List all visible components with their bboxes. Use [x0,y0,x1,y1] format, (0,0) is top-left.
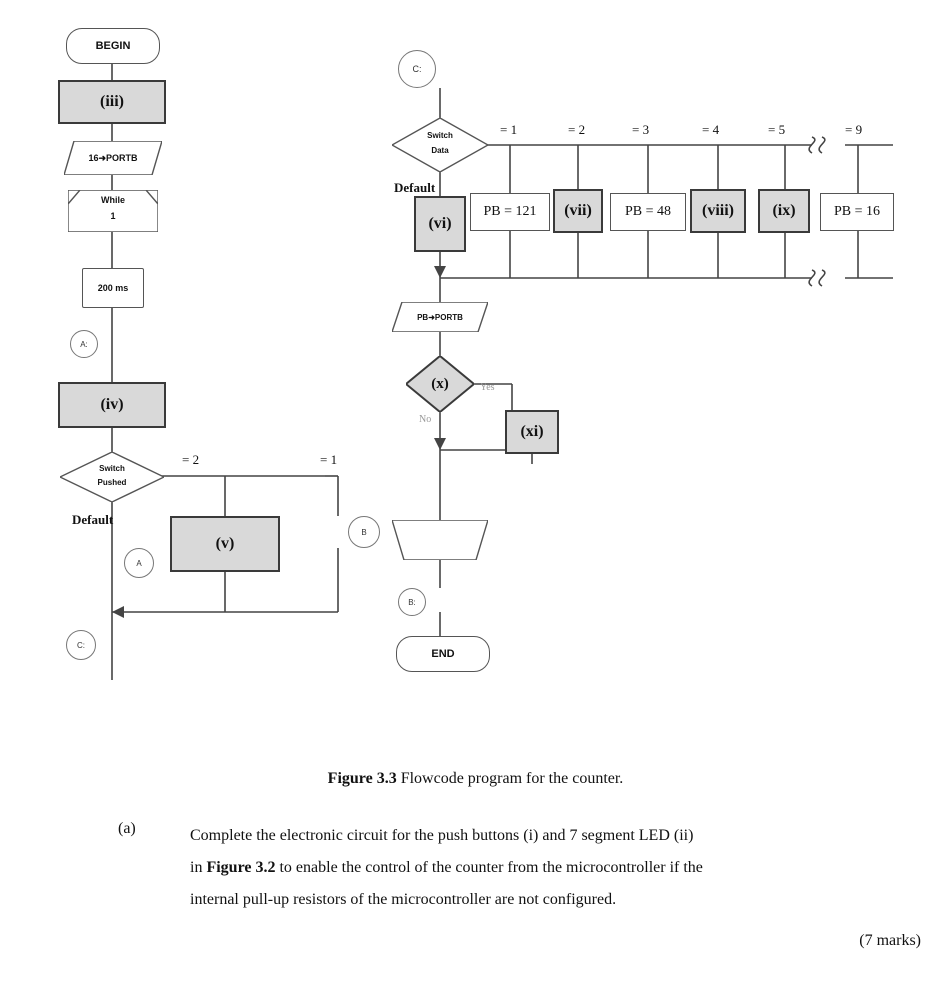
question-figure-ref: Figure 3.2 [206,859,276,876]
process-pb-121: PB = 121 [470,193,550,231]
decision-yes-label: Yes [480,382,495,393]
output-16-portb [64,141,162,175]
switch-pushed-decision [60,452,164,502]
connector-a-bottom: A [124,548,154,578]
process-box-ix: (ix) [758,189,810,233]
delay-200ms-box [82,268,144,308]
question-line-3: internal pull-up resistors of the microcontroller are not configured. [190,891,617,908]
process-pb-16: PB = 16 [820,193,894,231]
case-label-equals-2-left: = 2 [182,452,200,467]
case-label-equals-5: = 5 [768,122,786,137]
switch-pushed-label-2: Pushed [97,478,127,487]
process-box-iii: (iii) [58,80,166,124]
case-label-equals-2: = 2 [568,122,586,137]
question-marks: (7 marks) [859,932,921,949]
process-box-v: (v) [170,516,280,572]
question-line-2c: to enable the control of the counter from the microcontroller if the [275,859,703,876]
connector-a-top: A: [70,330,98,358]
output-16-portb-label: 16➜PORTB [88,152,138,163]
output-pb-portb-label: PB➜PORTB [417,312,463,322]
while-loop-shape [68,190,158,232]
loop-end-shape [392,520,488,560]
switch-data-decision [392,118,488,172]
decision-box-x [406,356,474,412]
case-label-equals-4: = 4 [702,122,720,137]
output-pb-portb [392,302,488,332]
end-terminator: END [396,636,490,672]
process-box-viii: (viii) [690,189,746,233]
question-label: (a) [118,820,136,837]
process-box-iv: (iv) [58,382,166,428]
while-label-2: 1 [110,211,116,221]
while-label-1: While [101,195,125,205]
process-box-xi: (xi) [505,410,559,454]
question-line-2a: in [190,859,207,876]
figure-caption-text: Flowcode program for the counter. [396,770,624,787]
decision-no-label: No [419,414,432,425]
connector-b-bottom: B: [398,588,426,616]
connector-b-left: B [348,516,380,548]
switch-data-label-2: Data [431,146,449,155]
process-box-vi: (vi) [414,196,466,252]
question-text [190,820,880,916]
process-pb-48: PB = 48 [610,193,686,231]
question-line-1: Complete the electronic circuit for the push buttons (i) and 7 segment LED (ii) [190,827,694,844]
process-box-vii: (vii) [553,189,603,233]
switch-data-label-1: Switch [427,131,453,140]
begin-terminator: BEGIN [66,28,160,64]
figure-caption-number: Figure 3.3 [327,770,397,787]
case-label-equals-3: = 3 [632,122,650,137]
case-label-equals-1: = 1 [500,122,518,137]
switch-pushed-label-1: Switch [99,464,125,473]
switch-data-default-label: Default [394,180,436,195]
connector-c-top: C: [398,50,436,88]
case-label-equals-1-left: = 1 [320,452,338,467]
case-label-equals-9: = 9 [845,122,863,137]
switch-pushed-default-label: Default [72,512,114,527]
delay-200ms-label: 200 ms [97,283,129,293]
connector-c-bottom: C: [66,630,96,660]
decision-box-x-label: (x) [431,375,449,392]
figure-caption [0,770,951,788]
